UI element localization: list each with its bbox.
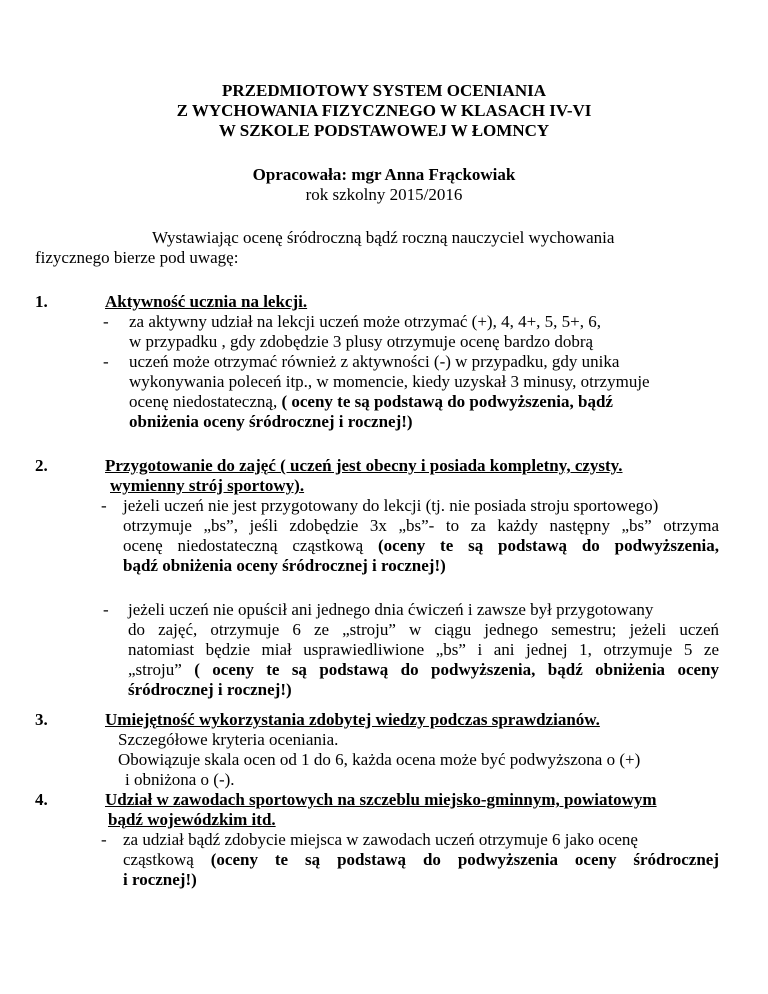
s2-b1-l3-bold: (oceny te są podstawą do podwyższenia, [378, 536, 719, 555]
section-4-number: 4. [35, 790, 48, 809]
dash: - [103, 352, 109, 371]
s2-b1-l3-text: ocenę niedostateczną cząstkową [123, 536, 378, 555]
intro-line-2: fizycznego bierze pod uwagę: [35, 248, 239, 267]
s2-bullet-2-line-5: śródrocznej i rocznej!) [128, 680, 292, 699]
section-3-number: 3. [35, 710, 48, 729]
s2-bullet-1-line-4: bądź obniżenia oceny śródrocznej i rocznej!) [123, 556, 446, 575]
section-1-number: 1. [35, 292, 48, 311]
s3-line-3: i obniżona o (-). [125, 770, 235, 789]
s2-bullet-1-line-1: jeżeli uczeń nie jest przygotowany do lekcji (tj. nie posiada stroju sportowego) [123, 496, 659, 515]
s2-bullet-2-line-3: natomiast będzie miał usprawiedliwione „bs” i ani jednej 1, otrzymuje 5 ze [128, 640, 719, 659]
s1-bullet-2-line-2: wykonywania poleceń itp., w momencie, kiedy uzyskał 3 minusy, otrzymuje [129, 372, 650, 391]
section-2-heading-line-2: wymienny strój sportowy). [110, 476, 305, 495]
s2-b2-l4-bold: ( oceny te są podstawą do podwyższenia, bądź obniżenia oceny [194, 660, 719, 679]
s4-bullet-1-line-1: za udział bądź zdobycie miejsca w zawodach uczeń otrzymuje 6 jako ocenę [123, 830, 638, 849]
s2-bullet-2-line-1: jeżeli uczeń nie opuścił ani jednego dnia ćwiczeń i zawsze był przygotowany [128, 600, 654, 619]
s2-b2-l4-text: „stroju” [128, 660, 195, 679]
school-year: rok szkolny 2015/2016 [305, 185, 463, 204]
dash: - [103, 312, 109, 331]
section-2-heading-line-1: Przygotowanie do zajęć ( uczeń jest obecny i posiada kompletny, czysty. [105, 456, 623, 475]
section-3-heading: Umiejętność wykorzystania zdobytej wiedzy podczas sprawdzianów. [105, 710, 600, 729]
s1-bullet-2-line-3 [129, 392, 613, 412]
title-line-3: W SZKOLE PODSTAWOWEJ W ŁOMNCY [218, 121, 550, 140]
s1-bullet-2-line-1: uczeń może otrzymać również z aktywności (-) w przypadku, gdy unika [129, 352, 620, 371]
s3-line-1: Szczegółowe kryteria oceniania. [118, 730, 339, 749]
title-line-1: PRZEDMIOTOWY SYSTEM OCENIANIA [222, 81, 546, 100]
dash: - [101, 830, 107, 849]
dash: - [101, 496, 107, 515]
title-line-2: Z WYCHOWANIA FIZYCZNEGO W KLASACH IV-VI [176, 101, 592, 120]
s2-bullet-2-line-4 [128, 660, 719, 680]
s2-bullet-1-line-2: otrzymuje „bs”, jeśli zdobędzie 3x „bs”- to za każdy następny „bs” otrzyma [123, 516, 719, 535]
s1-b2-l3-text: ocenę niedostateczną, [129, 392, 282, 411]
s4-bullet-1-line-3: i rocznej!) [123, 870, 197, 889]
s1-bullet-1-line-2: w przypadku , gdy zdobędzie 3 plusy otrzymuje ocenę bardzo dobrą [129, 332, 594, 351]
s4-bullet-1-line-2 [123, 850, 719, 870]
dash: - [103, 600, 109, 619]
s4-b1-l2-text: cząstkową [123, 850, 211, 869]
s3-line-2: Obowiązuje skala ocen od 1 do 6, każda ocena może być podwyższona o (+) [118, 750, 641, 769]
s4-b1-l2-bold: (oceny te są podstawą do podwyższenia oceny śródrocznej [210, 850, 719, 869]
section-4-heading-line-2: bądź wojewódzkim itd. [108, 810, 276, 829]
s1-bullet-2-line-4: obniżenia oceny śródrocznej i rocznej!) [129, 412, 413, 431]
s1-bullet-1-line-1: za aktywny udział na lekcji uczeń może otrzymać (+), 4, 4+, 5, 5+, 6, [129, 312, 602, 331]
s1-b2-l3-bold: ( oceny te są podstawą do podwyższenia, bądź [281, 392, 613, 411]
intro-line-1: Wystawiając ocenę śródroczną bądź roczną nauczyciel wychowania [152, 228, 615, 247]
section-1-heading: Aktywność ucznia na lekcji. [105, 292, 308, 311]
s2-bullet-2-line-2: do zajęć, otrzymuje 6 ze „stroju” w ciągu jednego semestru; jeżeli uczeń [128, 620, 719, 639]
section-4-heading-line-1: Udział w zawodach sportowych na szczeblu miejsko-gminnym, powiatowym [105, 790, 657, 809]
section-2-number: 2. [35, 456, 48, 475]
author: Opracowała: mgr Anna Frąckowiak [252, 165, 516, 184]
s2-bullet-1-line-3 [123, 536, 719, 556]
